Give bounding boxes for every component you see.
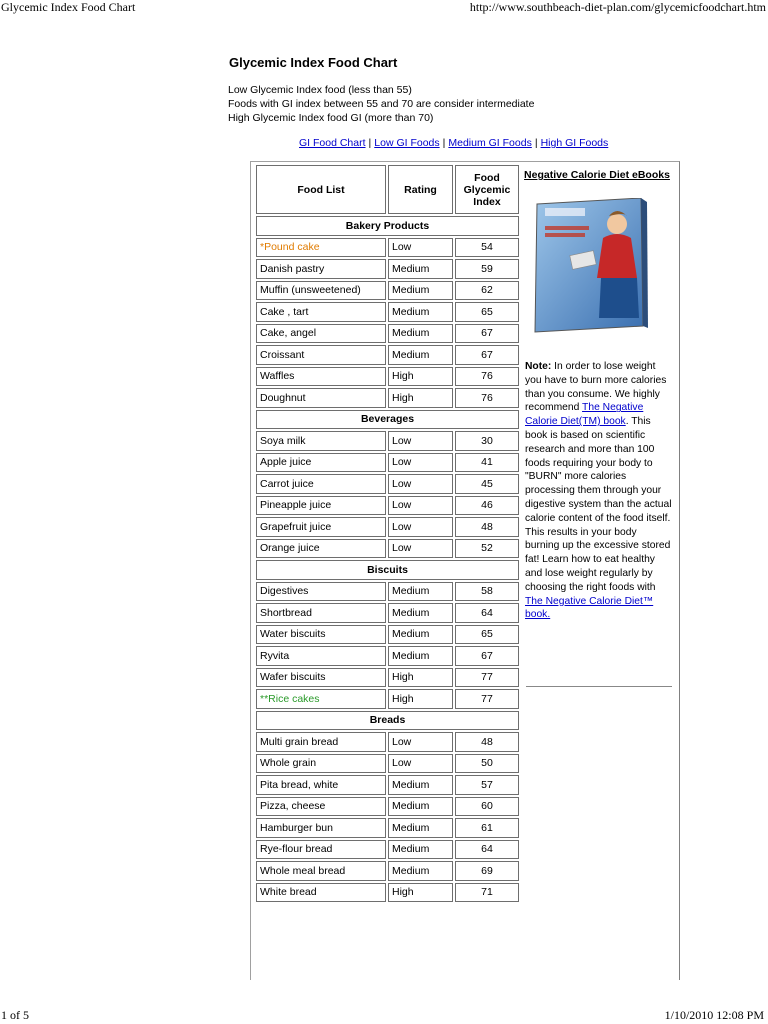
book-cover-image[interactable] <box>531 198 649 333</box>
nav-separator: | <box>442 137 446 149</box>
gi-value-cell: 62 <box>455 281 519 301</box>
food-name-cell: Water biscuits <box>256 625 386 645</box>
food-name-cell: **Rice cakes <box>256 689 386 709</box>
table-row <box>256 603 519 623</box>
gi-value-cell: 52 <box>455 539 519 559</box>
rating-cell: Low <box>388 517 453 537</box>
table-row <box>256 367 519 387</box>
table-row <box>256 883 519 903</box>
gi-value-cell: 71 <box>455 883 519 903</box>
gi-value-cell: 67 <box>455 324 519 344</box>
rating-cell: High <box>388 668 453 688</box>
gi-value-cell: 50 <box>455 754 519 774</box>
print-footer-datetime: 1/10/2010 12:08 PM <box>664 1008 764 1022</box>
header-glycemic-index: Food Glycemic Index <box>455 165 519 214</box>
gi-value-cell: 64 <box>455 840 519 860</box>
rating-cell: Medium <box>388 281 453 301</box>
table-row <box>256 861 519 881</box>
sidebar-divider <box>526 686 672 687</box>
intro-line: High Glycemic Index food GI (more than 70) <box>228 112 434 124</box>
gi-value-cell: 61 <box>455 818 519 838</box>
food-name-cell: Orange juice <box>256 539 386 559</box>
food-name-cell: Multi grain bread <box>256 732 386 752</box>
food-name-cell: Whole meal bread <box>256 861 386 881</box>
food-name-cell: Rye-flour bread <box>256 840 386 860</box>
rating-cell: Low <box>388 474 453 494</box>
section-heading: Breads <box>256 711 519 731</box>
table-row <box>256 496 519 516</box>
gi-value-cell: 67 <box>455 646 519 666</box>
table-row <box>256 582 519 602</box>
gi-value-cell: 76 <box>455 367 519 387</box>
rating-cell: Medium <box>388 775 453 795</box>
rating-cell: Medium <box>388 582 453 602</box>
nav-link-high-gi[interactable]: High GI Foods <box>540 137 609 149</box>
food-name-cell: *Pound cake <box>256 238 386 258</box>
section-row <box>256 410 519 430</box>
table-row <box>256 732 519 752</box>
food-table <box>254 163 521 904</box>
gi-value-cell: 69 <box>455 861 519 881</box>
table-row <box>256 281 519 301</box>
gi-value-cell: 60 <box>455 797 519 817</box>
rating-cell: Low <box>388 754 453 774</box>
food-name-cell: Croissant <box>256 345 386 365</box>
food-name-cell: Wafer biscuits <box>256 668 386 688</box>
gi-value-cell: 48 <box>455 517 519 537</box>
table-row <box>256 238 519 258</box>
intro-line: Foods with GI index between 55 and 70 are consider intermediate <box>228 98 535 110</box>
negative-calorie-book-link[interactable]: The Negative Calorie Diet(TM) book <box>525 402 644 428</box>
section-heading: Bakery Products <box>256 216 519 236</box>
intro-text <box>228 83 534 125</box>
food-name-cell: Whole grain <box>256 754 386 774</box>
rating-cell: Medium <box>388 818 453 838</box>
negative-calorie-book-link-2[interactable]: The Negative Calorie Diet™ book. <box>525 595 654 621</box>
food-name-cell: Soya milk <box>256 431 386 451</box>
food-name-cell: Carrot juice <box>256 474 386 494</box>
sidebar <box>524 165 672 621</box>
book-cover-icon <box>531 198 649 333</box>
gi-value-cell: 59 <box>455 259 519 279</box>
gi-value-cell: 58 <box>455 582 519 602</box>
food-name-cell: Shortbread <box>256 603 386 623</box>
table-row <box>256 797 519 817</box>
food-name-cell: Cake, angel <box>256 324 386 344</box>
gi-value-cell: 48 <box>455 732 519 752</box>
table-row <box>256 754 519 774</box>
gi-value-cell: 64 <box>455 603 519 623</box>
table-row <box>256 517 519 537</box>
gi-value-cell: 77 <box>455 668 519 688</box>
gi-value-cell: 67 <box>455 345 519 365</box>
food-name-cell: Cake , tart <box>256 302 386 322</box>
rating-cell: High <box>388 883 453 903</box>
nav-separator: | <box>534 137 538 149</box>
rating-cell: Low <box>388 732 453 752</box>
food-name-cell: White bread <box>256 883 386 903</box>
rating-cell: Low <box>388 539 453 559</box>
gi-value-cell: 30 <box>455 431 519 451</box>
rating-cell: Medium <box>388 861 453 881</box>
rating-cell: Medium <box>388 302 453 322</box>
gi-value-cell: 41 <box>455 453 519 473</box>
rating-cell: Medium <box>388 797 453 817</box>
page-title: Glycemic Index Food Chart <box>229 55 398 70</box>
rating-cell: High <box>388 388 453 408</box>
rating-cell: Medium <box>388 646 453 666</box>
food-name-cell: Digestives <box>256 582 386 602</box>
section-heading: Beverages <box>256 410 519 430</box>
food-name-cell: Pizza, cheese <box>256 797 386 817</box>
table-row <box>256 302 519 322</box>
section-row <box>256 711 519 731</box>
food-name-cell: Apple juice <box>256 453 386 473</box>
print-header-title: Glycemic Index Food Chart <box>1 0 136 14</box>
nav-separator: | <box>368 137 372 149</box>
nav-link-gi-food-chart[interactable]: GI Food Chart <box>299 137 366 149</box>
food-name-cell: Doughnut <box>256 388 386 408</box>
gi-value-cell: 45 <box>455 474 519 494</box>
gi-nav <box>299 137 608 149</box>
content-frame <box>250 161 680 980</box>
food-name-cell: Waffles <box>256 367 386 387</box>
rating-cell: Low <box>388 496 453 516</box>
header-rating: Rating <box>388 165 453 214</box>
rating-cell: Medium <box>388 259 453 279</box>
nav-link-low-gi[interactable]: Low GI Foods <box>374 137 440 149</box>
nav-link-medium-gi[interactable]: Medium GI Foods <box>448 137 532 149</box>
note-label: Note: <box>525 361 552 372</box>
table-row <box>256 668 519 688</box>
table-row <box>256 625 519 645</box>
table-row <box>256 453 519 473</box>
table-row <box>256 388 519 408</box>
gi-value-cell: 77 <box>455 689 519 709</box>
table-row <box>256 345 519 365</box>
print-footer-page: 1 of 5 <box>1 1008 29 1022</box>
food-name-cell: Muffin (unsweetened) <box>256 281 386 301</box>
rating-cell: Medium <box>388 324 453 344</box>
rating-cell: Medium <box>388 840 453 860</box>
gi-value-cell: 65 <box>455 625 519 645</box>
rating-cell: Medium <box>388 625 453 645</box>
gi-value-cell: 57 <box>455 775 519 795</box>
table-row <box>256 646 519 666</box>
header-food-list: Food List <box>256 165 386 214</box>
rating-cell: Low <box>388 453 453 473</box>
sidebar-note <box>525 360 673 622</box>
gi-value-cell: 54 <box>455 238 519 258</box>
print-header-url: http://www.southbeach-diet-plan.com/glycemicfoodchart.htm <box>469 0 766 14</box>
gi-value-cell: 46 <box>455 496 519 516</box>
rating-cell: High <box>388 367 453 387</box>
rating-cell: High <box>388 689 453 709</box>
section-heading: Biscuits <box>256 560 519 580</box>
table-row <box>256 775 519 795</box>
gi-value-cell: 65 <box>455 302 519 322</box>
table-row <box>256 689 519 709</box>
rating-cell: Medium <box>388 345 453 365</box>
note-text: . This book is based on scientific research and more than 100 foods requiring your body to "BURN" more calories processing them through your digestive system than the actual calorie content of the food itself. This results in your body burning up the excessive stored fat! Learn how to eat healthy and lose weight regularly by choosing the right foods with <box>525 416 672 593</box>
food-name-cell: Pineapple juice <box>256 496 386 516</box>
rating-cell: Low <box>388 431 453 451</box>
food-name-cell: Danish pastry <box>256 259 386 279</box>
rating-cell: Low <box>388 238 453 258</box>
food-name-cell: Pita bread, white <box>256 775 386 795</box>
rating-cell: Medium <box>388 603 453 623</box>
intro-line: Low Glycemic Index food (less than 55) <box>228 84 412 96</box>
food-name-cell: Ryvita <box>256 646 386 666</box>
table-row <box>256 259 519 279</box>
food-name-cell: Hamburger bun <box>256 818 386 838</box>
table-row <box>256 840 519 860</box>
gi-value-cell: 76 <box>455 388 519 408</box>
table-row <box>256 324 519 344</box>
table-header-row <box>256 165 519 214</box>
section-row <box>256 560 519 580</box>
table-row <box>256 539 519 559</box>
table-row <box>256 818 519 838</box>
table-row <box>256 431 519 451</box>
food-name-cell: Grapefruit juice <box>256 517 386 537</box>
note-text: In order to lose weight you have to burn more calories than you consume. We highly recommend <box>525 361 667 414</box>
section-row <box>256 216 519 236</box>
food-table-body <box>256 216 519 902</box>
sidebar-title[interactable]: Negative Calorie Diet eBooks <box>524 169 670 181</box>
table-row <box>256 474 519 494</box>
